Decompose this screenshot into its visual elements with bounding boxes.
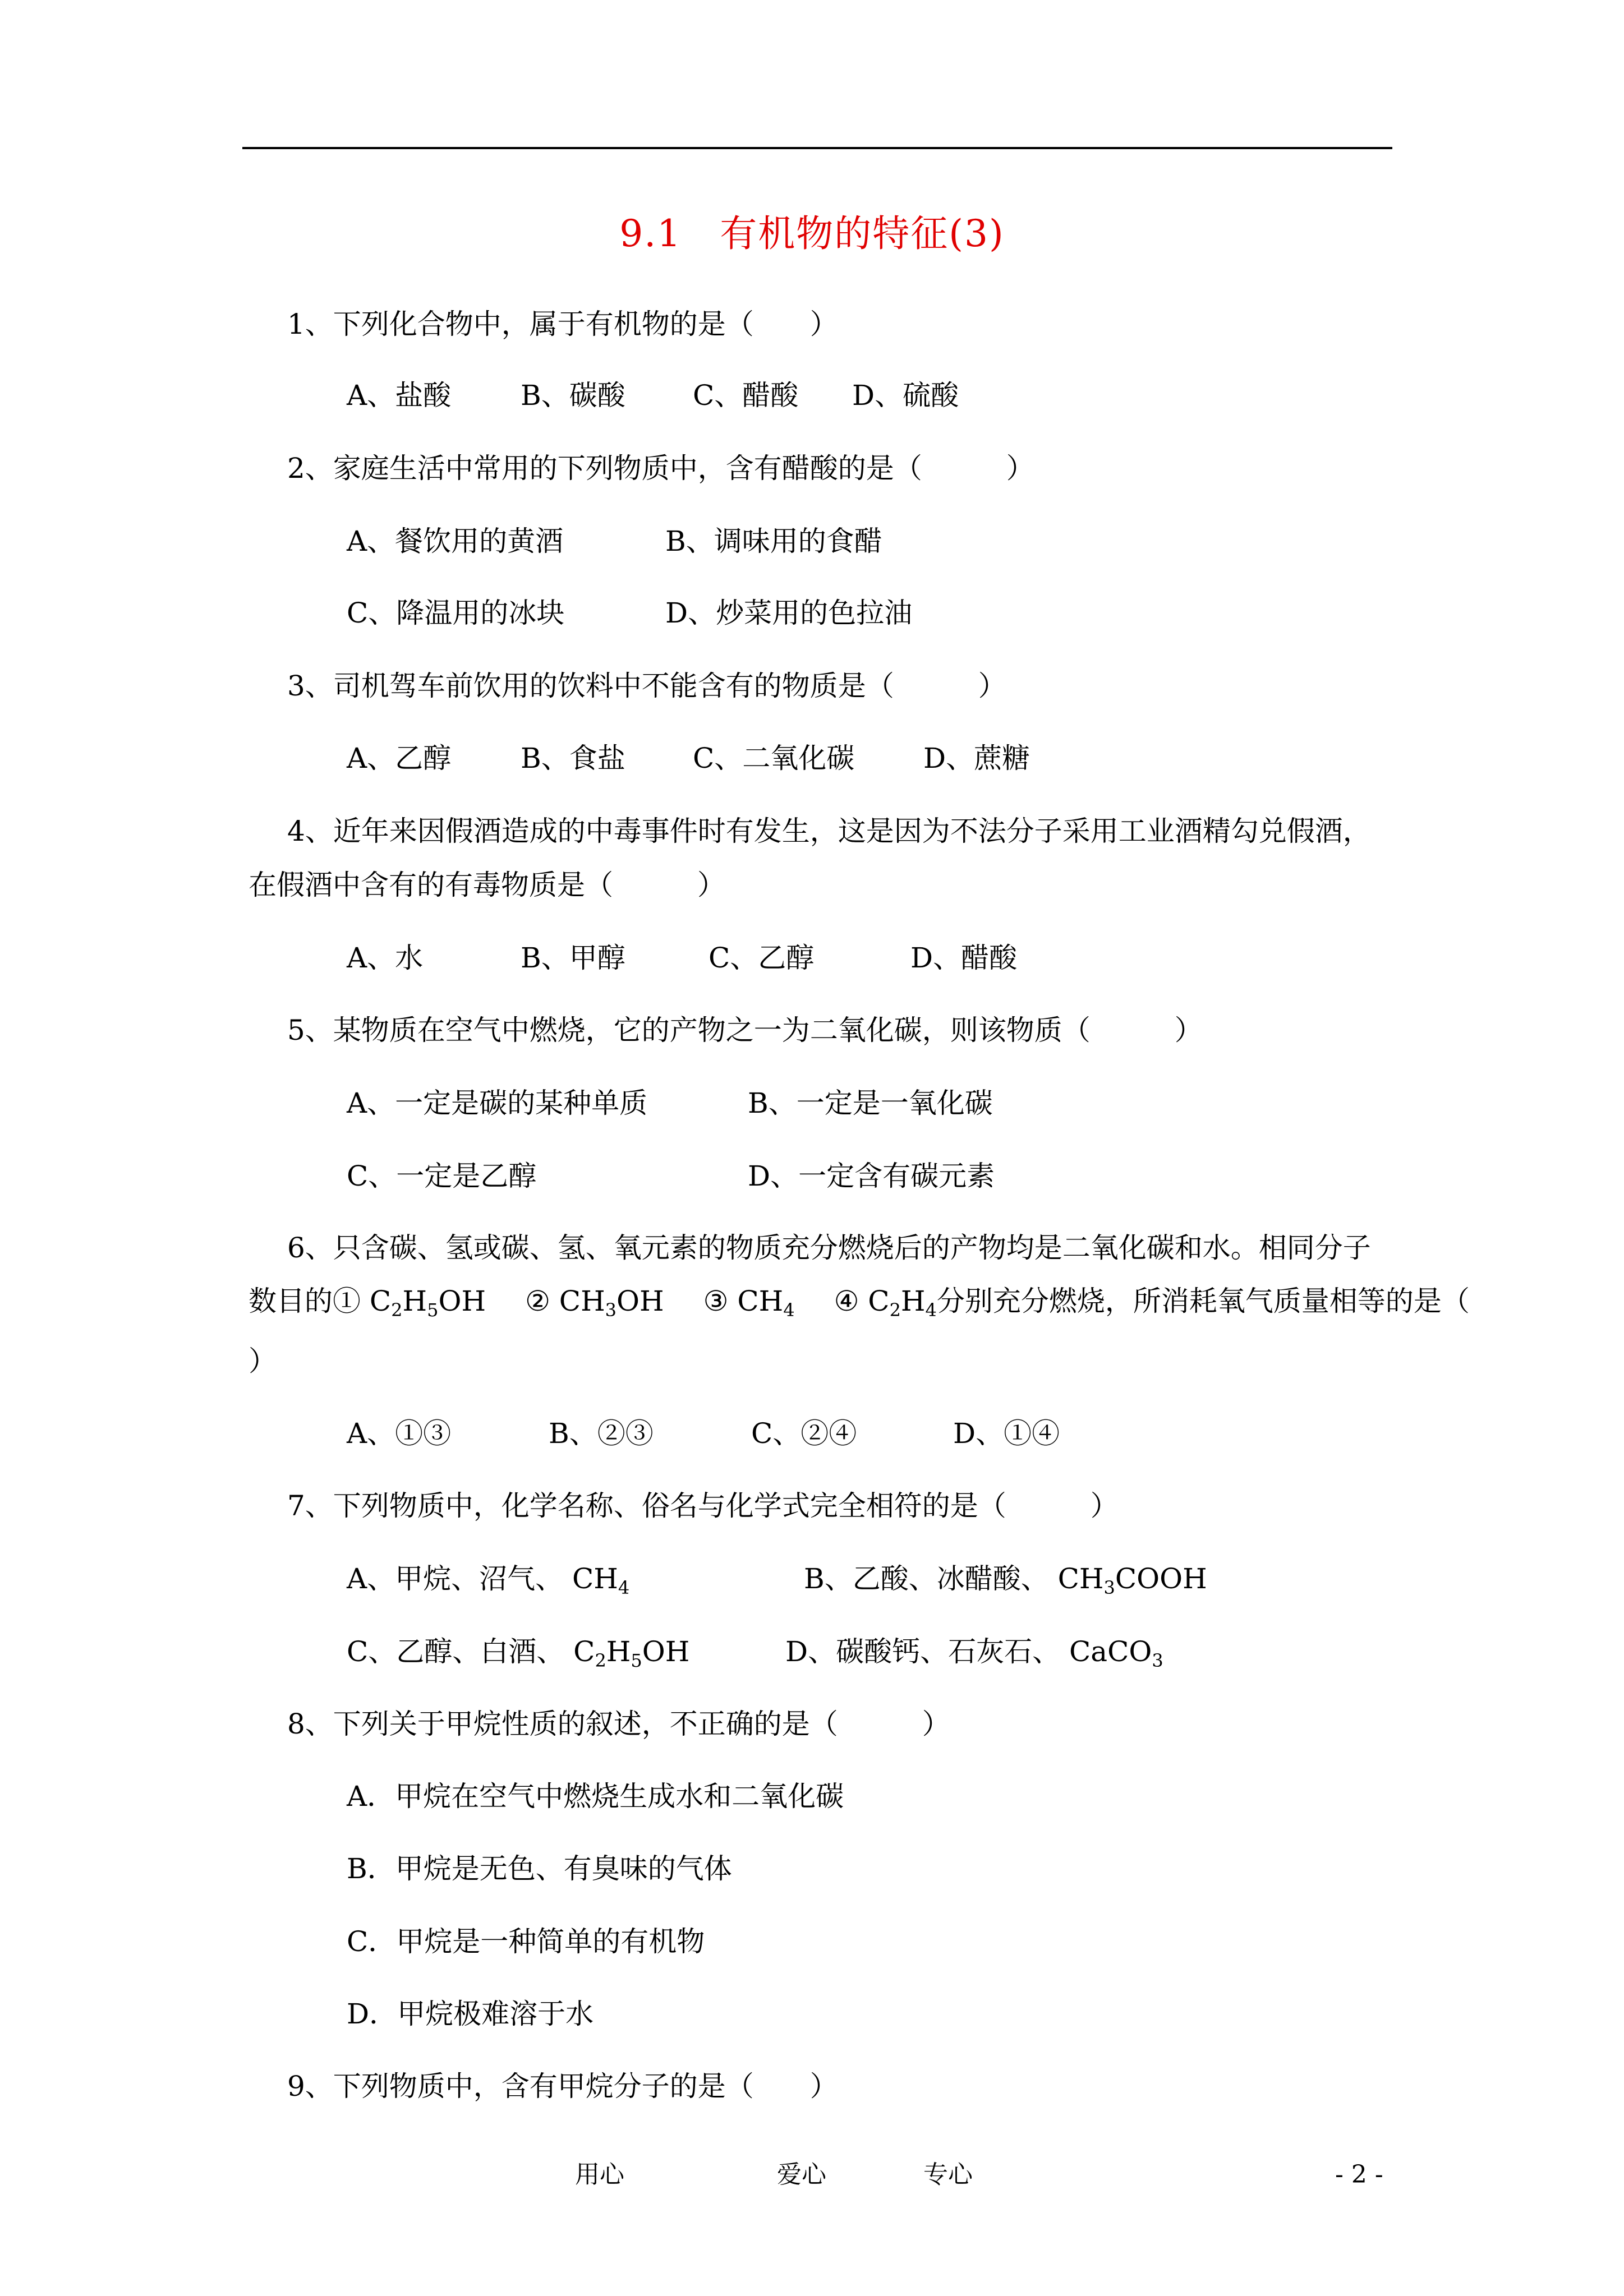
question-2: 2、家庭生活中常用的下列物质中，含有醋酸的是（ ） xyxy=(287,452,1034,485)
q5-option-c: C、一定是乙醇 xyxy=(347,1160,537,1192)
q2-option-a: A、餐饮用的黄酒 xyxy=(347,525,564,557)
q6-option-a: A、①③ xyxy=(347,1417,452,1450)
footer-word-1: 用心 xyxy=(575,2160,624,2189)
q6-option-b: B、②③ xyxy=(549,1417,654,1450)
question-3: 3、司机驾车前饮用的饮料中不能含有的物质是（ ） xyxy=(287,670,1006,702)
question-1: 1、下列化合物中，属于有机物的是（ ） xyxy=(287,308,838,340)
question-5: 5、某物质在空气中燃烧，它的产物之一为二氧化碳，则该物质（ ） xyxy=(287,1014,1203,1046)
q7-option-a: A、甲烷、沼气、 $CH_4$ xyxy=(347,1562,630,1598)
q8-option-c: C．甲烷是一种简单的有机物 xyxy=(347,1925,705,1958)
q2-option-c: C、降温用的冰块 xyxy=(347,597,565,629)
q4-option-d: D、醋酸 xyxy=(910,942,1018,974)
q7-option-c: C、乙醇、白酒、 $C_2H_5OH$ xyxy=(347,1635,690,1671)
q1-option-a: A、盐酸 xyxy=(347,379,452,412)
q3-option-a: A、乙醇 xyxy=(347,742,452,774)
q6-option-d: D、①④ xyxy=(953,1417,1060,1450)
q3-option-c: C、二氧化碳 xyxy=(693,742,855,774)
footer-word-2: 爱心 xyxy=(777,2160,826,2189)
q3-option-b: B、食盐 xyxy=(521,742,625,774)
q6-option-c: C、②④ xyxy=(751,1417,857,1450)
q2-option-d: D、炒菜用的色拉油 xyxy=(665,597,913,629)
q7-option-d: D、碳酸钙、石灰石、 CaCO$_3$ xyxy=(785,1635,1163,1671)
q8-option-d: D．甲烷极难溶于水 xyxy=(347,1998,594,2030)
q2-option-b: B、调味用的食醋 xyxy=(665,525,882,557)
question-4-line-1: 4、近年来因假酒造成的中毒事件时有发生，这是因为不法分子采用工业酒精勾兑假酒， xyxy=(287,815,1371,847)
question-9: 9、下列物质中，含有甲烷分子的是（ ） xyxy=(287,2070,838,2103)
q8-option-a: A．甲烷在空气中燃烧生成水和二氧化碳 xyxy=(347,1780,844,1813)
question-6-line-2: 数目的① $C_2H_5OH$ ② $CH_3OH$ ③ $CH_4$ ④ $C_2H_4$分别充分燃烧，所消耗氧气质量相等的是（ xyxy=(249,1285,1470,1321)
q1-option-b: B、碳酸 xyxy=(521,379,625,412)
question-8: 8、下列关于甲烷性质的叙述，不正确的是（ ） xyxy=(287,1708,950,1740)
q7-option-b: B、乙酸、冰醋酸、 $CH_3COOH$ xyxy=(804,1562,1207,1598)
footer-word-3: 专心 xyxy=(923,2160,973,2189)
q4-option-a: A、水 xyxy=(347,942,424,974)
question-6-line-3: ） xyxy=(249,1345,277,1377)
q5-option-d: D、一定含有碳元素 xyxy=(748,1160,995,1192)
q4-option-b: B、甲醇 xyxy=(521,942,625,974)
q1-option-d: D、硫酸 xyxy=(852,379,959,412)
q3-option-d: D、蔗糖 xyxy=(923,742,1030,774)
question-6-line-1: 6、只含碳、氢或碳、氢、氧元素的物质充分燃烧后的产物均是二氧化碳和水。相同分子 xyxy=(287,1232,1371,1264)
q1-option-c: C、醋酸 xyxy=(693,379,799,412)
q4-option-c: C、乙醇 xyxy=(709,942,815,974)
question-4-line-2: 在假酒中含有的有毒物质是（ ） xyxy=(249,869,725,901)
header-rule xyxy=(242,147,1392,149)
q5-option-b: B、一定是一氧化碳 xyxy=(748,1087,993,1119)
page-title: 9.1 有机物的特征(3) xyxy=(619,212,1005,255)
question-7: 7、下列物质中，化学名称、俗名与化学式完全相符的是（ ） xyxy=(287,1490,1119,1522)
q8-option-b: B．甲烷是无色、有臭味的气体 xyxy=(347,1852,732,1885)
q5-option-a: A、一定是碳的某种单质 xyxy=(347,1087,648,1119)
page-number: - 2 - xyxy=(1335,2160,1383,2189)
